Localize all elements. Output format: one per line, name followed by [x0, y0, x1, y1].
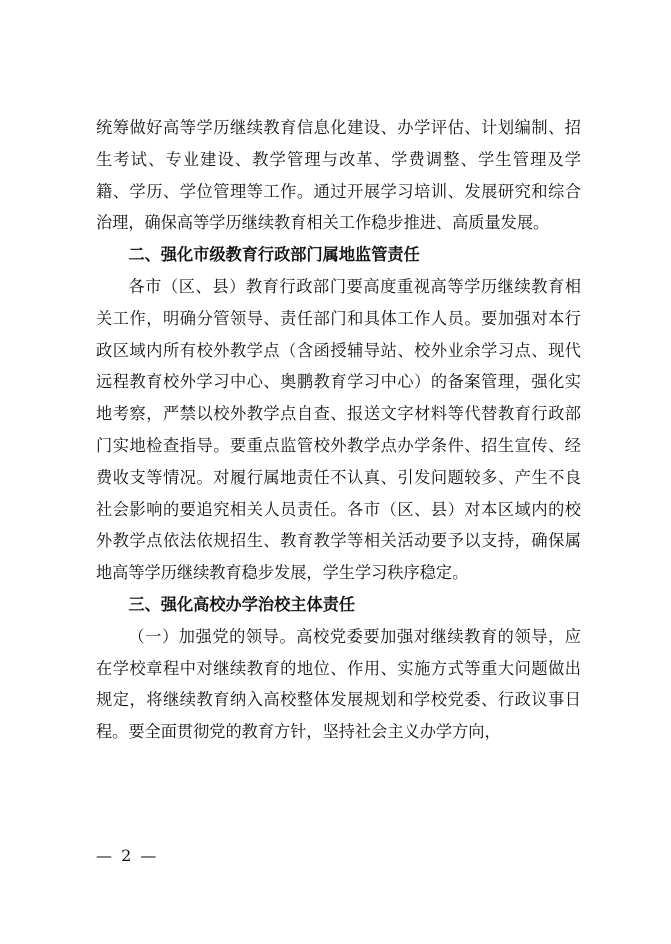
document-body	[96, 112, 581, 748]
section-heading-2: 二、强化市级教育行政部门属地监管责任	[128, 245, 420, 265]
paragraph-intro: 统筹做好高等学历继续教育信息化建设、办学评估、计划编制、招生考试、专业建设、教学管理与改革、学费调整、学生管理及学籍、学历、学位管理等工作。通过开展学习培训、发展研究和综合治理，确保高等学历继续教育相关工作稳步推进、高质量发展。	[96, 118, 581, 233]
section-heading-3: 三、强化高校办学治校主体责任	[128, 594, 356, 614]
page-number: — 2 —	[96, 846, 159, 865]
paragraph-section-2: 各市（区、县）教育行政部门要高度重视高等学历继续教育相关工作，明确分管领导、责任部门和具体工作人员。要加强对本行政区域内所有校外教学点（含函授辅导站、校外业余学习点、现代远程教育校外学习中心、奥鹏教育学习中心）的备案管理，强化实地考察，严禁以校外教学点自查、报送文字材料等代替教育行政部门实地检查指导。要重点监管校外教学点办学条件、招生宣传、经费收支等情况。对履行属地责任不认真、引发问题较多、产生不良社会影响的要追究相关人员责任。各市（区、县）对本区域内的校外教学点依法依规招生、教育教学等相关活动要予以支持，确保属地高等学历继续教育稳步发展，学生学习秩序稳定。	[96, 276, 581, 583]
paragraph-section-3-1: （一）加强党的领导。高校党委要加强对继续教育的领导，应在学校章程中对继续教育的地位、作用、实施方式等重大问题做出规定，将继续教育纳入高校整体发展规划和学校党委、行政议事日程。要全面贯彻党的教育方针，坚持社会主义办学方向，	[96, 626, 581, 742]
